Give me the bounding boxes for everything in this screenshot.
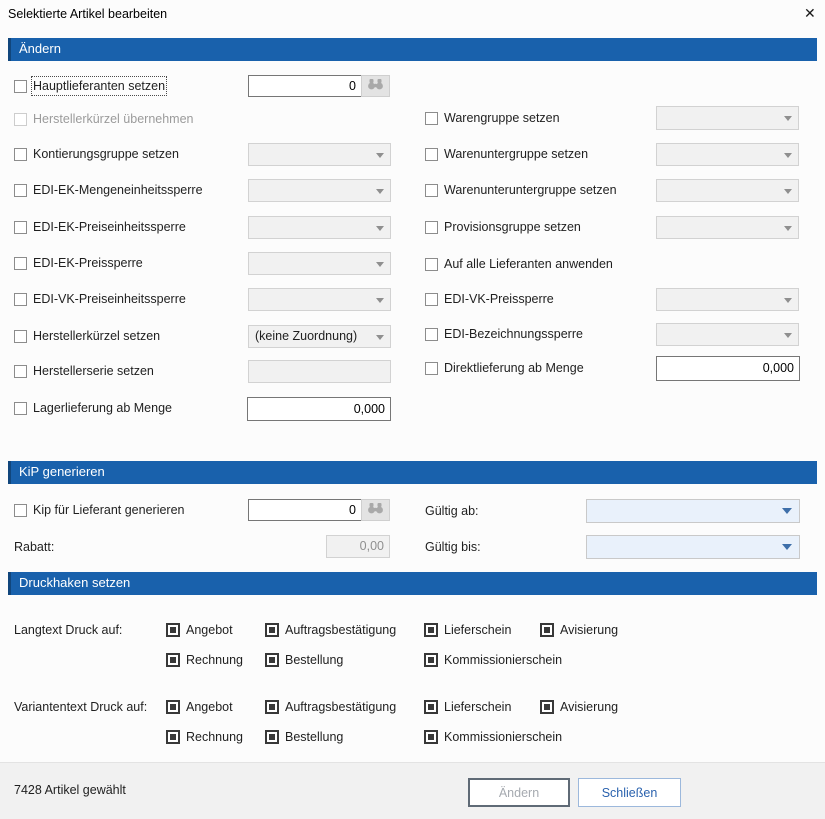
checkbox-langtext-auftragsbestaetigung[interactable]: [265, 623, 279, 637]
chevron-down-icon: [376, 226, 384, 231]
gueltig-bis-datepicker[interactable]: [586, 535, 800, 559]
checkbox-edi-bezeichnungssperre[interactable]: [425, 328, 438, 341]
label-warenuntergruppe-setzen: Warenuntergruppe setzen: [444, 147, 589, 161]
hauptlieferant-number-input[interactable]: 0: [248, 75, 362, 97]
checkbox-edi-ek-preissperre[interactable]: [14, 257, 27, 270]
chevron-down-icon: [784, 333, 792, 338]
checkbox-edi-vk-preiseinheitssperre[interactable]: [14, 293, 27, 306]
label-langtext-auftragsbestaetigung: Auftragsbestätigung: [285, 623, 397, 637]
label-direktlieferung-ab-menge: Direktlieferung ab Menge: [444, 361, 584, 375]
checkbox-kip-fuer-lieferant-generieren[interactable]: [14, 504, 27, 517]
label-lagerlieferung-ab-menge: Lagerlieferung ab Menge: [33, 401, 172, 415]
checkbox-hauptlieferanten-setzen[interactable]: [14, 80, 27, 93]
checkbox-herstellerkuerzel-setzen[interactable]: [14, 330, 27, 343]
label-langtext-kommissionierschein: Kommissionierschein: [444, 653, 563, 667]
chevron-down-icon: [782, 508, 792, 514]
label-variantentext-druck-auf: Variantentext Druck auf:: [14, 700, 148, 714]
footer-bar: [0, 762, 825, 819]
label-langtext-angebot: Angebot: [186, 623, 233, 637]
checkbox-langtext-bestellung[interactable]: [265, 653, 279, 667]
label-edi-vk-preissperre: EDI-VK-Preissperre: [444, 292, 554, 306]
label-edi-ek-preissperre: EDI-EK-Preissperre: [33, 256, 143, 270]
label-auf-alle-lieferanten-anwenden: Auf alle Lieferanten anwenden: [444, 257, 613, 271]
chevron-down-icon: [376, 189, 384, 194]
label-kip-fuer-lieferant-generieren: Kip für Lieferant generieren: [33, 503, 185, 517]
checkbox-langtext-lieferschein[interactable]: [424, 623, 438, 637]
label-herstellerkuerzel-setzen: Herstellerkürzel setzen: [33, 329, 161, 343]
binoculars-icon: [367, 77, 384, 95]
close-icon[interactable]: ✕: [804, 5, 816, 21]
edi-ek-mengeneinheitssperre-select[interactable]: [248, 179, 391, 202]
label-variantentext-angebot: Angebot: [186, 700, 233, 714]
chevron-down-icon: [376, 335, 384, 340]
checkbox-edi-vk-preissperre[interactable]: [425, 293, 438, 306]
warenunteruntergruppe-select[interactable]: [656, 179, 799, 202]
checkbox-warenunteruntergruppe-setzen[interactable]: [425, 184, 438, 197]
label-rabatt: Rabatt:: [14, 540, 55, 554]
checkbox-variantentext-angebot[interactable]: [166, 700, 180, 714]
checkbox-edi-ek-mengeneinheitssperre[interactable]: [14, 184, 27, 197]
label-variantentext-avisierung: Avisierung: [560, 700, 619, 714]
chevron-down-icon: [784, 298, 792, 303]
label-herstellerserie-setzen: Herstellerserie setzen: [33, 364, 154, 378]
rabatt-input[interactable]: 0,00: [326, 535, 390, 558]
checkbox-lagerlieferung-ab-menge[interactable]: [14, 402, 27, 415]
chevron-down-icon: [784, 116, 792, 121]
label-gueltig-ab: Gültig ab:: [425, 504, 479, 518]
label-herstellerkuerzel-uebernehmen: Herstellerkürzel übernehmen: [33, 112, 194, 126]
chevron-down-icon: [784, 226, 792, 231]
label-langtext-rechnung: Rechnung: [186, 653, 243, 667]
chevron-down-icon: [376, 262, 384, 267]
selected-articles-status: 7428 Artikel gewählt: [14, 783, 126, 797]
hauptlieferant-lookup-button[interactable]: [361, 75, 390, 97]
edi-vk-preiseinheitssperre-select[interactable]: [248, 288, 391, 311]
label-variantentext-lieferschein: Lieferschein: [444, 700, 512, 714]
edi-ek-preiseinheitssperre-select[interactable]: [248, 216, 391, 239]
chevron-down-icon: [782, 544, 792, 550]
checkbox-herstellerserie-setzen[interactable]: [14, 365, 27, 378]
chevron-down-icon: [376, 153, 384, 158]
checkbox-langtext-rechnung[interactable]: [166, 653, 180, 667]
herstellerkuerzel-select[interactable]: (keine Zuordnung): [248, 325, 391, 348]
label-variantentext-kommissionierschein: Kommissionierschein: [444, 730, 563, 744]
checkbox-variantentext-rechnung[interactable]: [166, 730, 180, 744]
checkbox-kontierungsgruppe-setzen[interactable]: [14, 148, 27, 161]
edi-ek-preissperre-select[interactable]: [248, 252, 391, 275]
section-header-aendern: Ändern: [8, 38, 817, 61]
chevron-down-icon: [784, 189, 792, 194]
checkbox-langtext-avisierung[interactable]: [540, 623, 554, 637]
label-edi-bezeichnungssperre: EDI-Bezeichnungssperre: [444, 327, 583, 341]
checkbox-variantentext-bestellung[interactable]: [265, 730, 279, 744]
warengruppe-select[interactable]: [656, 106, 799, 130]
warenuntergruppe-select[interactable]: [656, 143, 799, 166]
checkbox-langtext-kommissionierschein[interactable]: [424, 653, 438, 667]
schliessen-button[interactable]: Schließen: [578, 778, 681, 807]
checkbox-warenuntergruppe-setzen[interactable]: [425, 148, 438, 161]
label-provisionsgruppe-setzen: Provisionsgruppe setzen: [444, 220, 581, 234]
checkbox-variantentext-kommissionierschein[interactable]: [424, 730, 438, 744]
section-header-kip: KiP generieren: [8, 461, 817, 484]
checkbox-provisionsgruppe-setzen[interactable]: [425, 221, 438, 234]
label-variantentext-auftragsbestaetigung: Auftragsbestätigung: [285, 700, 397, 714]
label-langtext-lieferschein: Lieferschein: [444, 623, 512, 637]
gueltig-ab-datepicker[interactable]: [586, 499, 800, 523]
lagerlieferung-menge-input[interactable]: 0,000: [247, 397, 391, 421]
direktlieferung-menge-input[interactable]: 0,000: [656, 356, 800, 381]
label-kontierungsgruppe-setzen: Kontierungsgruppe setzen: [33, 147, 179, 161]
label-edi-ek-mengeneinheitssperre: EDI-EK-Mengeneinheitssperre: [33, 183, 203, 197]
checkbox-langtext-angebot[interactable]: [166, 623, 180, 637]
label-hauptlieferanten-setzen: Hauptlieferanten setzen: [33, 79, 166, 93]
label-langtext-druck-auf: Langtext Druck auf:: [14, 623, 123, 637]
label-gueltig-bis: Gültig bis:: [425, 540, 481, 554]
label-variantentext-bestellung: Bestellung: [285, 730, 344, 744]
checkbox-direktlieferung-ab-menge[interactable]: [425, 362, 438, 375]
kontierungsgruppe-select[interactable]: [248, 143, 391, 166]
binoculars-icon: [367, 501, 384, 519]
kip-lieferant-number-input[interactable]: 0: [248, 499, 362, 521]
herstellerserie-input[interactable]: [248, 360, 391, 383]
checkbox-herstellerkuerzel-uebernehmen[interactable]: [14, 113, 27, 126]
label-edi-vk-preiseinheitssperre: EDI-VK-Preiseinheitssperre: [33, 292, 186, 306]
provisionsgruppe-select[interactable]: [656, 216, 799, 239]
label-langtext-avisierung: Avisierung: [560, 623, 619, 637]
kip-lieferant-lookup-button[interactable]: [361, 499, 390, 521]
label-variantentext-rechnung: Rechnung: [186, 730, 243, 744]
edi-vk-preissperre-select[interactable]: [656, 288, 799, 311]
checkbox-variantentext-lieferschein[interactable]: [424, 700, 438, 714]
section-header-druckhaken: Druckhaken setzen: [8, 572, 817, 595]
label-warengruppe-setzen: Warengruppe setzen: [444, 111, 560, 125]
aendern-button[interactable]: Ändern: [468, 778, 570, 807]
edi-bezeichnungssperre-select[interactable]: [656, 323, 799, 346]
checkbox-auf-alle-lieferanten-anwenden[interactable]: [425, 258, 438, 271]
label-warenunteruntergruppe-setzen: Warenunteruntergruppe setzen: [444, 183, 617, 197]
chevron-down-icon: [784, 153, 792, 158]
checkbox-variantentext-auftragsbestaetigung[interactable]: [265, 700, 279, 714]
checkbox-edi-ek-preiseinheitssperre[interactable]: [14, 221, 27, 234]
label-edi-ek-preiseinheitssperre: EDI-EK-Preiseinheitssperre: [33, 220, 186, 234]
checkbox-warengruppe-setzen[interactable]: [425, 112, 438, 125]
checkbox-variantentext-avisierung[interactable]: [540, 700, 554, 714]
dialog-title: Selektierte Artikel bearbeiten: [8, 7, 168, 21]
chevron-down-icon: [376, 298, 384, 303]
label-langtext-bestellung: Bestellung: [285, 653, 344, 667]
